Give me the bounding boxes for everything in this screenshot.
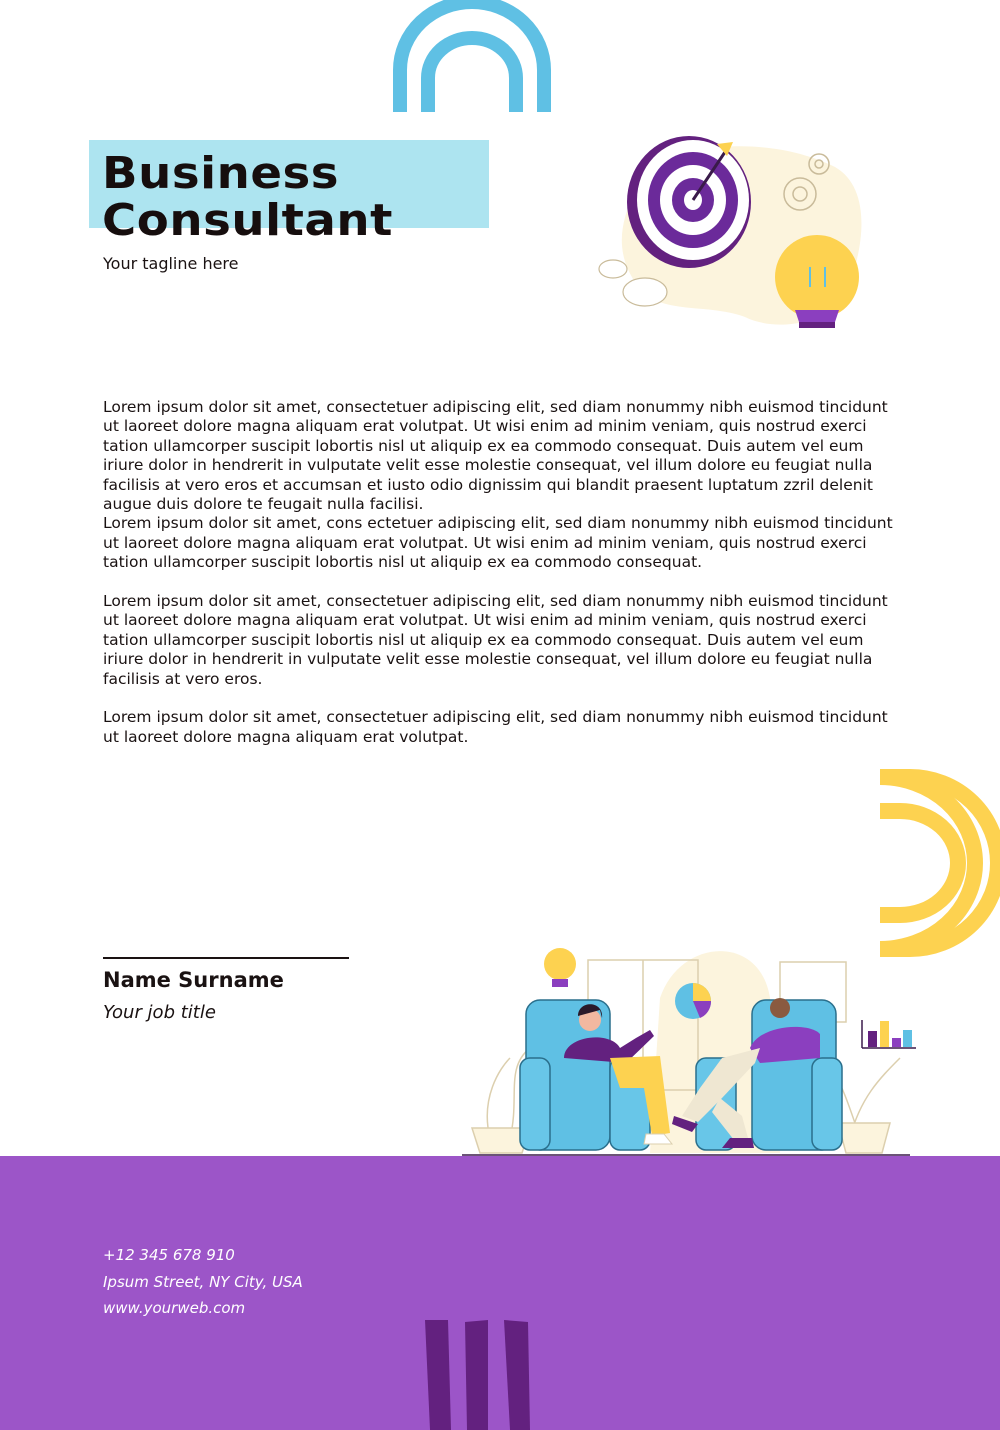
signer-job-title: Your job title (103, 1002, 216, 1023)
paragraph: Lorem ipsum dolor sit amet, cons ectetuer adipiscing elit, sed diam nonummy nibh euismod tincidunt ut laoreet dolore magna aliquam erat volutpat. Ut wisi enim ad minim veniam, quis nostrud exerci tation ullamcorper suscipit lobortis nisl ut aliquip ex ea commodo consequat. (103, 514, 893, 572)
title-line-1: Business (102, 148, 340, 199)
paragraph: Lorem ipsum dolor sit amet, consectetuer adipiscing elit, sed diam nonummy nibh euismod tincidunt ut laoreet dolore magna aliquam erat volutpat. Ut wisi enim ad minim veniam, quis nostrud exerci tation ullamcorper suscipit lobortis nisl ut aliquip ex ea commodo consequat. Duis autem vel eum iriure dolor in hendrerit in vulputate velit esse molestie consequat, vel illum dolore eu feugiat nulla facilisis at vero eros. (103, 592, 888, 688)
paragraph: Lorem ipsum dolor sit amet, consectetuer adipiscing elit, sed diam nonummy nibh euismod tincidunt ut laoreet dolore magna aliquam erat volutpat. Ut wisi enim ad minim veniam, quis nostrud exerci tation ullamcorper suscipit lobortis nisl ut aliquip ex ea commodo consequat. Duis autem vel eum iriure dolor in hendrerit in vulputate velit esse molestie consequat, vel illum dolore eu feugiat nulla facilisis at vero eros et accumsan et iusto odio dignissim qui blandit praesent luptatum zzril delenit augue duis dolore te feugait nulla facilisi. (103, 398, 888, 514)
letter-body (103, 398, 903, 767)
target-icon (627, 136, 751, 268)
page-title (102, 150, 393, 244)
bar-chart-icon (862, 1020, 916, 1048)
footer (0, 1156, 1000, 1430)
footer-website: www.yourweb.com (103, 1299, 246, 1317)
arch-decoration (390, 0, 555, 115)
stripes-decoration (420, 1320, 535, 1430)
footer-phone: +12 345 678 910 (103, 1246, 235, 1264)
meeting-illustration (460, 938, 920, 1158)
target-illustration (595, 132, 870, 337)
footer-address: Ipsum Street, NY City, USA (103, 1273, 303, 1291)
tagline: Your tagline here (103, 254, 239, 273)
title-line-2: Consultant (102, 195, 394, 246)
lightbulb-icon (544, 948, 576, 987)
signature-line (103, 957, 349, 959)
paragraph: Lorem ipsum dolor sit amet, consectetuer adipiscing elit, sed diam nonummy nibh euismod tincidunt ut laoreet dolore magna aliquam erat volutpat. (103, 708, 888, 746)
signer-name: Name Surname (103, 968, 284, 992)
semicircle-decoration (880, 765, 1000, 965)
pie-chart-icon (675, 983, 711, 1019)
